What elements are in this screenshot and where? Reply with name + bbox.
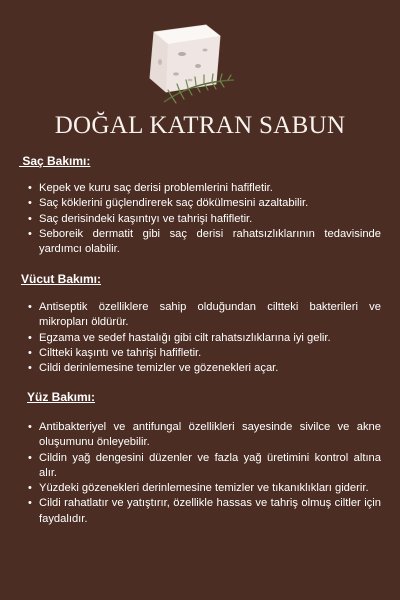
list-item-text: Cildin yağ dengesini düzenler ve fazla yağ üretimini kontrol altına alır. bbox=[39, 451, 381, 479]
bullet-icon: • bbox=[28, 451, 32, 464]
list-item-text: Egzama ve sedef hastalığı gibi cilt rahatsızlıklarına iyi gelir. bbox=[39, 331, 331, 344]
list-item bbox=[28, 300, 381, 331]
body-care-list bbox=[28, 300, 381, 376]
bullet-icon: • bbox=[28, 421, 32, 433]
section-heading-hair-care: Saç Bakımı: bbox=[19, 154, 91, 168]
bullet-icon: • bbox=[28, 182, 32, 194]
list-item bbox=[28, 420, 381, 451]
face-care-list bbox=[28, 420, 381, 527]
bullet-icon: • bbox=[28, 227, 32, 240]
list-item-text: Saç derisindeki kaşıntıyı ve tahrişi hafifletir. bbox=[39, 212, 253, 225]
bullet-icon: • bbox=[28, 482, 32, 495]
section-heading-face-care: Yüz Bakımı: bbox=[27, 390, 96, 404]
list-item-text: Kepek ve kuru saç derisi problemlerini hafifletir. bbox=[39, 182, 273, 194]
list-item bbox=[28, 451, 381, 482]
list-item bbox=[28, 481, 381, 496]
list-item bbox=[28, 181, 381, 196]
list-item-text: Ciltteki kaşıntı ve tahrişi hafifletir. bbox=[39, 346, 202, 359]
list-item-text: Yüzdeki gözenekleri derinlemesine temizler ve tıkanıklıkları giderir. bbox=[39, 482, 369, 495]
list-item-text: Saç köklerini güçlendirerek saç dökülmesini azaltabilir. bbox=[39, 197, 309, 210]
list-item bbox=[28, 227, 381, 258]
bullet-icon: • bbox=[28, 497, 32, 510]
hair-care-list bbox=[28, 181, 381, 257]
list-item-text: Antibakteriyel ve antifungal özellikleri sayesinde sivilce ve akne oluşumunu önleyebilir. bbox=[39, 421, 381, 449]
list-item-text: Seboreik dermatit gibi saç derisi rahatsızlıklarının tedavisinde yardımcı olabilir. bbox=[39, 227, 381, 256]
bullet-icon: • bbox=[28, 331, 32, 344]
list-item bbox=[28, 196, 381, 211]
list-item bbox=[28, 496, 381, 527]
list-item bbox=[28, 212, 381, 227]
page-title: DOĞAL KATRAN SABUN bbox=[54, 112, 346, 139]
bullet-icon: • bbox=[28, 212, 32, 225]
bullet-icon: • bbox=[28, 346, 32, 359]
list-item bbox=[28, 331, 381, 346]
bullet-icon: • bbox=[28, 362, 32, 375]
soap-bar-with-rosemary-icon bbox=[142, 22, 238, 108]
list-item bbox=[28, 361, 381, 376]
section-heading-body-care: Vücut Bakımı: bbox=[21, 272, 102, 286]
list-item-text: Cildi derinlemesine temizler ve gözenekleri açar. bbox=[39, 362, 279, 375]
list-item-text: Antiseptik özelliklere sahip olduğundan ciltteki bakterileri ve mikropları öldürür. bbox=[39, 301, 381, 329]
list-item bbox=[28, 346, 381, 361]
bullet-icon: • bbox=[28, 301, 32, 313]
bullet-icon: • bbox=[28, 197, 32, 210]
list-item-text: Cildi rahatlatır ve yatıştırır, özellikle hassas ve tahriş olmuş ciltler için faydalıdır. bbox=[39, 497, 381, 525]
